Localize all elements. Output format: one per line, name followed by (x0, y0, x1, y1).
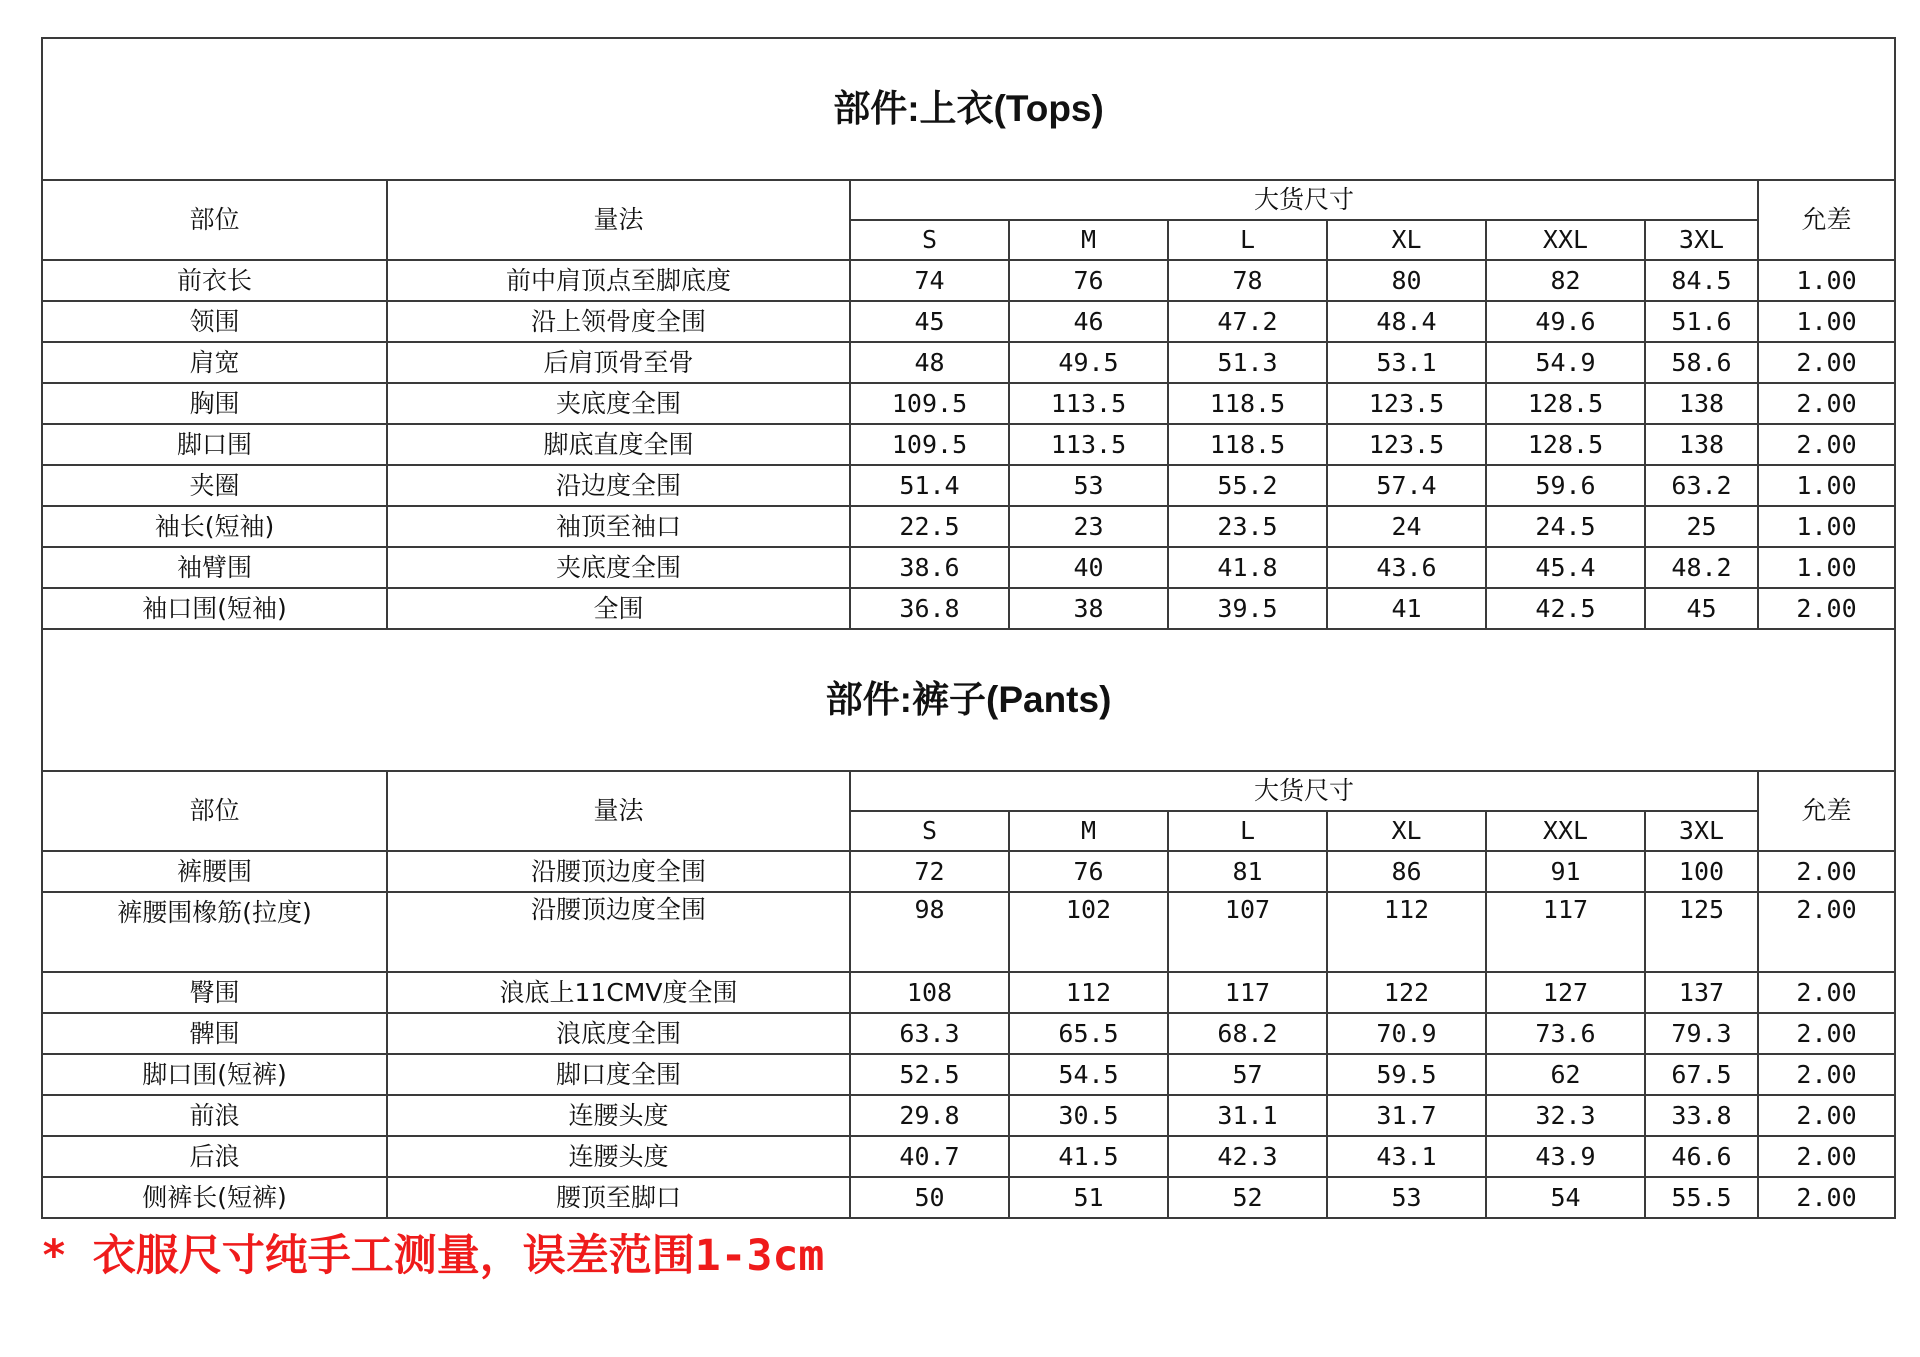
value-cell: 123.5 (1327, 424, 1486, 465)
value-cell: 113.5 (1009, 424, 1168, 465)
value-cell: 30.5 (1009, 1095, 1168, 1136)
method-cell: 沿腰顶边度全围 (387, 851, 850, 892)
column-header-tolerance: 允差 (1758, 771, 1895, 851)
column-header-tolerance: 允差 (1758, 180, 1895, 260)
table-row (42, 1054, 1895, 1095)
tolerance-cell: 2.00 (1758, 1177, 1895, 1218)
method-cell: 连腰头度 (387, 1136, 850, 1177)
value-cell: 52.5 (850, 1054, 1009, 1095)
value-cell: 54.9 (1486, 342, 1645, 383)
value-cell: 25 (1645, 506, 1758, 547)
tolerance-cell: 1.00 (1758, 547, 1895, 588)
part-cell: 臀围 (42, 972, 387, 1013)
method-cell: 连腰头度 (387, 1095, 850, 1136)
part-cell: 肩宽 (42, 342, 387, 383)
value-cell: 29.8 (850, 1095, 1009, 1136)
method-cell: 沿腰顶边度全围 (387, 892, 850, 972)
part-cell: 前衣长 (42, 260, 387, 301)
value-cell: 59.6 (1486, 465, 1645, 506)
value-cell: 76 (1009, 260, 1168, 301)
value-cell: 117 (1168, 972, 1327, 1013)
value-cell: 51.6 (1645, 301, 1758, 342)
value-cell: 51.4 (850, 465, 1009, 506)
value-cell: 128.5 (1486, 424, 1645, 465)
value-cell: 48 (850, 342, 1009, 383)
value-cell: 65.5 (1009, 1013, 1168, 1054)
table-row (42, 972, 1895, 1013)
table-row (42, 260, 1895, 301)
value-cell: 68.2 (1168, 1013, 1327, 1054)
value-cell: 118.5 (1168, 424, 1327, 465)
method-cell: 袖顶至袖口 (387, 506, 850, 547)
method-cell: 脚口度全围 (387, 1054, 850, 1095)
column-header-method: 量法 (387, 180, 850, 260)
tolerance-cell: 1.00 (1758, 301, 1895, 342)
method-cell: 沿上领骨度全围 (387, 301, 850, 342)
value-cell: 137 (1645, 972, 1758, 1013)
method-cell: 前中肩顶点至脚底度 (387, 260, 850, 301)
method-cell: 腰顶至脚口 (387, 1177, 850, 1218)
column-header-size-group: 大货尺寸 (850, 771, 1758, 811)
value-cell: 46.6 (1645, 1136, 1758, 1177)
value-cell: 55.5 (1645, 1177, 1758, 1218)
value-cell: 63.3 (850, 1013, 1009, 1054)
value-cell: 54.5 (1009, 1054, 1168, 1095)
value-cell: 31.7 (1327, 1095, 1486, 1136)
size-header-s: S (850, 220, 1009, 260)
size-header-s: S (850, 811, 1009, 851)
pants-title-row (42, 629, 1895, 771)
pants-header-row (42, 771, 1895, 811)
value-cell: 33.8 (1645, 1095, 1758, 1136)
part-cell: 后浪 (42, 1136, 387, 1177)
part-cell: 袖臂围 (42, 547, 387, 588)
method-cell: 夹底度全围 (387, 547, 850, 588)
value-cell: 24.5 (1486, 506, 1645, 547)
value-cell: 74 (850, 260, 1009, 301)
table-row (42, 1013, 1895, 1054)
value-cell: 31.1 (1168, 1095, 1327, 1136)
size-header-xxl: XXL (1486, 220, 1645, 260)
value-cell: 42.5 (1486, 588, 1645, 629)
value-cell: 127 (1486, 972, 1645, 1013)
value-cell: 45 (850, 301, 1009, 342)
part-cell: 领围 (42, 301, 387, 342)
value-cell: 100 (1645, 851, 1758, 892)
part-cell: 裤腰围橡筋(拉度) (42, 892, 387, 972)
value-cell: 38 (1009, 588, 1168, 629)
value-cell: 43.6 (1327, 547, 1486, 588)
value-cell: 42.3 (1168, 1136, 1327, 1177)
tolerance-cell: 2.00 (1758, 1054, 1895, 1095)
column-header-size-group: 大货尺寸 (850, 180, 1758, 220)
value-cell: 67.5 (1645, 1054, 1758, 1095)
column-header-part: 部位 (42, 180, 387, 260)
method-cell: 沿边度全围 (387, 465, 850, 506)
table-row (42, 892, 1895, 972)
size-header-l: L (1168, 220, 1327, 260)
measurement-note: * 衣服尺寸纯手工测量，误差范围1-3cm (41, 1231, 825, 1281)
part-cell: 袖口围(短袖) (42, 588, 387, 629)
part-cell: 胸围 (42, 383, 387, 424)
part-cell: 髀围 (42, 1013, 387, 1054)
size-header-xl: XL (1327, 220, 1486, 260)
value-cell: 73.6 (1486, 1013, 1645, 1054)
value-cell: 52 (1168, 1177, 1327, 1218)
value-cell: 55.2 (1168, 465, 1327, 506)
tolerance-cell: 2.00 (1758, 972, 1895, 1013)
value-cell: 125 (1645, 892, 1758, 972)
value-cell: 84.5 (1645, 260, 1758, 301)
table-row (42, 383, 1895, 424)
table-row (42, 424, 1895, 465)
value-cell: 53 (1009, 465, 1168, 506)
value-cell: 118.5 (1168, 383, 1327, 424)
value-cell: 48.2 (1645, 547, 1758, 588)
tolerance-cell: 1.00 (1758, 465, 1895, 506)
tolerance-cell: 2.00 (1758, 383, 1895, 424)
table-row (42, 301, 1895, 342)
value-cell: 38.6 (850, 547, 1009, 588)
tops-header-row (42, 180, 1895, 220)
size-header-xl: XL (1327, 811, 1486, 851)
value-cell: 80 (1327, 260, 1486, 301)
value-cell: 59.5 (1327, 1054, 1486, 1095)
value-cell: 112 (1327, 892, 1486, 972)
value-cell: 78 (1168, 260, 1327, 301)
value-cell: 113.5 (1009, 383, 1168, 424)
method-cell: 浪底上11CMV度全围 (387, 972, 850, 1013)
size-header-m: M (1009, 811, 1168, 851)
value-cell: 53 (1327, 1177, 1486, 1218)
value-cell: 122 (1327, 972, 1486, 1013)
column-header-part: 部位 (42, 771, 387, 851)
tolerance-cell: 2.00 (1758, 851, 1895, 892)
column-header-method: 量法 (387, 771, 850, 851)
size-chart-table (41, 37, 1896, 1219)
value-cell: 62 (1486, 1054, 1645, 1095)
value-cell: 112 (1009, 972, 1168, 1013)
value-cell: 117 (1486, 892, 1645, 972)
value-cell: 109.5 (850, 424, 1009, 465)
value-cell: 107 (1168, 892, 1327, 972)
tolerance-cell: 1.00 (1758, 506, 1895, 547)
table-row (42, 506, 1895, 547)
value-cell: 58.6 (1645, 342, 1758, 383)
value-cell: 51 (1009, 1177, 1168, 1218)
value-cell: 23 (1009, 506, 1168, 547)
table-row (42, 851, 1895, 892)
table-row (42, 342, 1895, 383)
part-cell: 脚口围 (42, 424, 387, 465)
value-cell: 91 (1486, 851, 1645, 892)
pants-section-title: 部件:裤子(Pants) (42, 629, 1895, 771)
value-cell: 57 (1168, 1054, 1327, 1095)
value-cell: 128.5 (1486, 383, 1645, 424)
table-row (42, 588, 1895, 629)
value-cell: 43.9 (1486, 1136, 1645, 1177)
size-header-m: M (1009, 220, 1168, 260)
part-cell: 脚口围(短裤) (42, 1054, 387, 1095)
value-cell: 102 (1009, 892, 1168, 972)
value-cell: 53.1 (1327, 342, 1486, 383)
value-cell: 41 (1327, 588, 1486, 629)
value-cell: 39.5 (1168, 588, 1327, 629)
part-cell: 侧裤长(短裤) (42, 1177, 387, 1218)
tolerance-cell: 2.00 (1758, 1013, 1895, 1054)
value-cell: 81 (1168, 851, 1327, 892)
value-cell: 50 (850, 1177, 1009, 1218)
tops-section-title: 部件:上衣(Tops) (42, 38, 1895, 180)
table-row (42, 547, 1895, 588)
size-header-l: L (1168, 811, 1327, 851)
size-header-3xl: 3XL (1645, 811, 1758, 851)
value-cell: 22.5 (850, 506, 1009, 547)
value-cell: 32.3 (1486, 1095, 1645, 1136)
value-cell: 43.1 (1327, 1136, 1486, 1177)
value-cell: 76 (1009, 851, 1168, 892)
tolerance-cell: 2.00 (1758, 342, 1895, 383)
value-cell: 51.3 (1168, 342, 1327, 383)
value-cell: 40.7 (850, 1136, 1009, 1177)
method-cell: 后肩顶骨至骨 (387, 342, 850, 383)
tolerance-cell: 2.00 (1758, 424, 1895, 465)
size-header-3xl: 3XL (1645, 220, 1758, 260)
part-cell: 前浪 (42, 1095, 387, 1136)
tolerance-cell: 1.00 (1758, 260, 1895, 301)
method-cell: 全围 (387, 588, 850, 629)
value-cell: 72 (850, 851, 1009, 892)
value-cell: 108 (850, 972, 1009, 1013)
value-cell: 49.5 (1009, 342, 1168, 383)
table-row (42, 1136, 1895, 1177)
value-cell: 41.5 (1009, 1136, 1168, 1177)
table-row (42, 465, 1895, 506)
value-cell: 123.5 (1327, 383, 1486, 424)
method-cell: 脚底直度全围 (387, 424, 850, 465)
tolerance-cell: 2.00 (1758, 892, 1895, 972)
tolerance-cell: 2.00 (1758, 1136, 1895, 1177)
tolerance-cell: 2.00 (1758, 1095, 1895, 1136)
part-cell: 袖长(短袖) (42, 506, 387, 547)
tops-title-row (42, 38, 1895, 180)
value-cell: 54 (1486, 1177, 1645, 1218)
tolerance-cell: 2.00 (1758, 588, 1895, 629)
value-cell: 46 (1009, 301, 1168, 342)
value-cell: 45 (1645, 588, 1758, 629)
value-cell: 41.8 (1168, 547, 1327, 588)
method-cell: 夹底度全围 (387, 383, 850, 424)
value-cell: 63.2 (1645, 465, 1758, 506)
value-cell: 138 (1645, 383, 1758, 424)
value-cell: 24 (1327, 506, 1486, 547)
method-cell: 浪底度全围 (387, 1013, 850, 1054)
table-row (42, 1177, 1895, 1218)
size-header-xxl: XXL (1486, 811, 1645, 851)
value-cell: 45.4 (1486, 547, 1645, 588)
value-cell: 86 (1327, 851, 1486, 892)
part-cell: 夹圈 (42, 465, 387, 506)
value-cell: 57.4 (1327, 465, 1486, 506)
value-cell: 70.9 (1327, 1013, 1486, 1054)
value-cell: 109.5 (850, 383, 1009, 424)
value-cell: 47.2 (1168, 301, 1327, 342)
part-cell: 裤腰围 (42, 851, 387, 892)
value-cell: 49.6 (1486, 301, 1645, 342)
value-cell: 79.3 (1645, 1013, 1758, 1054)
value-cell: 40 (1009, 547, 1168, 588)
value-cell: 82 (1486, 260, 1645, 301)
value-cell: 138 (1645, 424, 1758, 465)
value-cell: 98 (850, 892, 1009, 972)
value-cell: 48.4 (1327, 301, 1486, 342)
table-row (42, 1095, 1895, 1136)
value-cell: 36.8 (850, 588, 1009, 629)
value-cell: 23.5 (1168, 506, 1327, 547)
